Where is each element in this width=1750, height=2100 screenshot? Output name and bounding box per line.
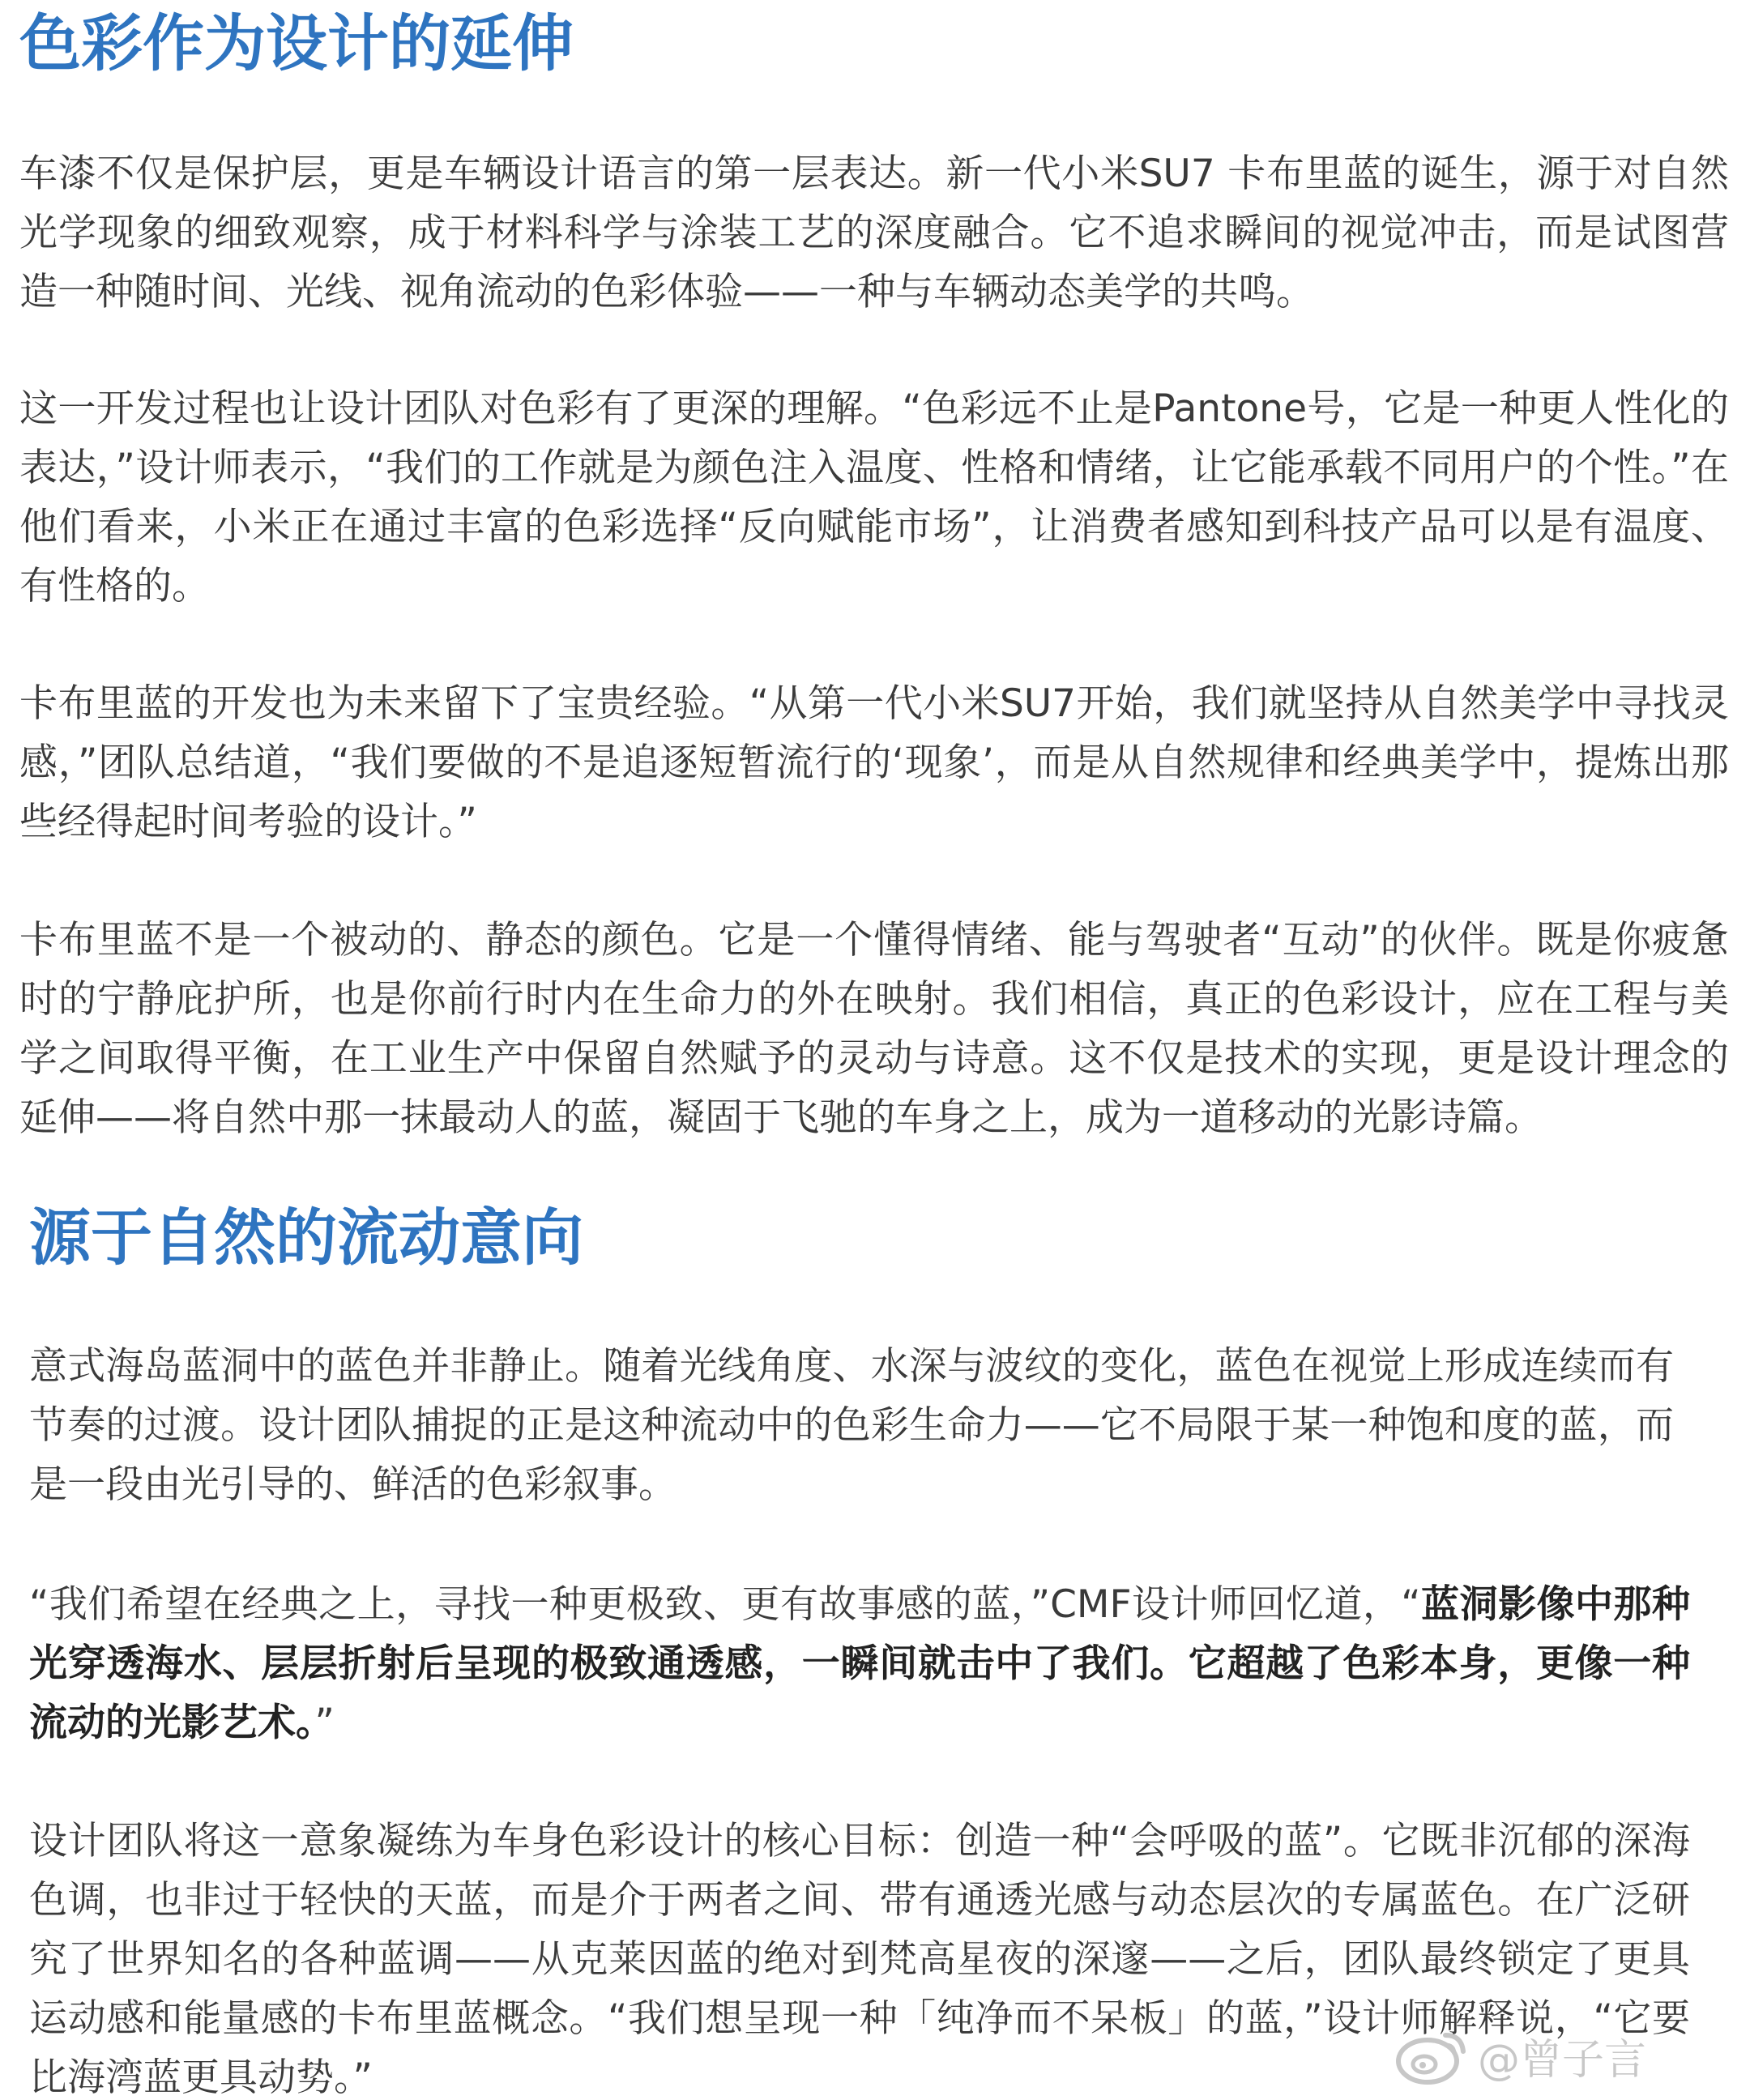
paragraph-blue-grotto: 意式海岛蓝洞中的蓝色并非静止。随着光线角度、水深与波纹的变化，蓝色在视觉上形成连续而有节奏的过渡。设计团队捕捉的正是这种流动中的色彩生命力——它不局限于某一种饱和度的蓝，而是一段由光引导的、鲜活的色彩叙事。 bbox=[29, 1344, 1674, 1507]
quote-tail: ” bbox=[314, 1701, 335, 1745]
quote-lead: “我们希望在经典之上，寻找一种更极致、更有故事感的蓝，”CMF设计师回忆道，“ bbox=[29, 1582, 1421, 1627]
section-heading-color-extension: 色彩作为设计的延伸 bbox=[19, 7, 574, 79]
paragraph-development-process: 这一开发过程也让设计团队对色彩有了更深的理解。“色彩远不止是Pantone号，它是一种更人性化的表达，”设计师表示，“我们的工作就是为颜色注入温度、性格和情绪，让它能承载不同用户的个性。”在他们看来，小米正在通过丰富的色彩选择“反向赋能市场”，让消费者感知到科技产品可以是有温度、有性格的。 bbox=[19, 386, 1729, 608]
paragraph-cmf-designer-quote bbox=[29, 1575, 1690, 1752]
weibo-watermark bbox=[1394, 2011, 1750, 2100]
section-heading-natural-flow: 源于自然的流动意向 bbox=[29, 1202, 583, 1274]
paragraph-capri-blue-partner: 卡布里蓝不是一个被动的、静态的颜色。它是一个懂得情绪、能与驾驶者“互动”的伙伴。既是你疲惫时的宁静庇护所，也是你前行时内在生命力的外在映射。我们相信，真正的色彩设计，应在工程与美学之间取得平衡，在工业生产中保留自然赋予的灵动与诗意。这不仅是技术的实现，更是设计理念的延伸——将自然中那一抹最动人的蓝，凝固于飞驰的车身之上，成为一道移动的光影诗篇。 bbox=[19, 918, 1729, 1140]
weibo-logo-icon bbox=[1394, 2024, 1471, 2087]
quote-bold: 蓝洞影像中那种光穿透海水、层层折射后呈现的极致通透感，一瞬间就击中了我们。它超越了色彩本身，更像一种流动的光影艺术。 bbox=[29, 1582, 1690, 1745]
watermark-text: @曾子言 bbox=[1478, 2035, 1647, 2085]
paragraph-car-paint: 车漆不仅是保护层，更是车辆设计语言的第一层表达。新一代小米SU7 卡布里蓝的诞生，源于对自然光学现象的细致观察，成于材料科学与涂装工艺的深度融合。它不追求瞬间的视觉冲击，而是试图营造一种随时间、光线、视角流动的色彩体验——一种与车辆动态美学的共鸣。 bbox=[19, 152, 1729, 314]
paragraph-capri-blue-experience: 卡布里蓝的开发也为未来留下了宝贵经验。“从第一代小米SU7开始，我们就坚持从自然美学中寻找灵感，”团队总结道，“我们要做的不是追逐短暂流行的‘现象’，而是从自然规律和经典美学中，提炼出那些经得起时间考验的设计。” bbox=[19, 681, 1729, 844]
paragraph-breathing-blue: 设计团队将这一意象凝练为车身色彩设计的核心目标：创造一种“会呼吸的蓝”。它既非沉郁的深海色调，也非过于轻快的天蓝，而是介于两者之间、带有通透光感与动态层次的专属蓝色。在广泛研究了世界知名的各种蓝调——从克莱因蓝的绝对到梵高星夜的深邃——之后，团队最终锁定了更具运动感和能量感的卡布里蓝概念。“我们想呈现一种「纯净而不呆板」的蓝，”设计师解释说，“它要比海湾蓝更具动势。” bbox=[29, 1819, 1690, 2100]
